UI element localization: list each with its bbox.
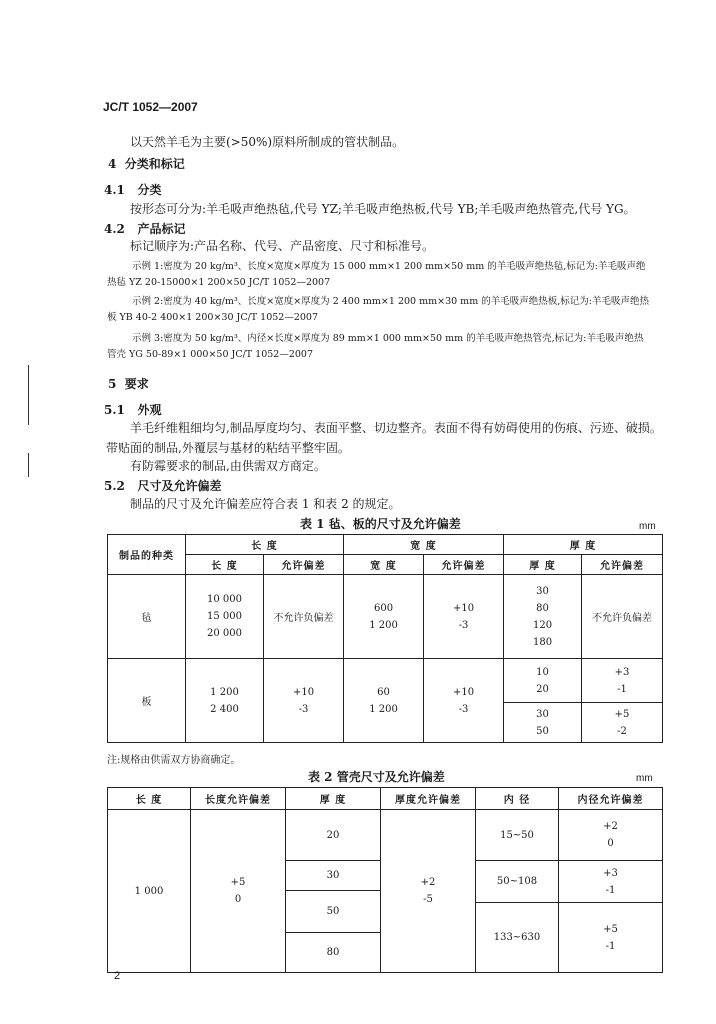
felt-width-tolerance — [424, 575, 504, 659]
header-width: 宽 度 — [344, 535, 504, 555]
cell-value: 1 200 — [369, 619, 398, 631]
header-length: 长 度 — [108, 788, 191, 810]
section-5-1-text-c: 有防霉要求的制品,由供需双方商定。 — [130, 459, 326, 473]
example-3-line-1: 示例 3:密度为 50 kg/m³、内径×长度×厚度为 89 mm×1 000 mm×50 mm 的羊毛吸声绝热管壳,标记为:羊毛吸声绝热 — [132, 333, 644, 344]
diameter-tolerance-1 — [559, 810, 663, 861]
felt-thicknesses — [504, 575, 582, 659]
section-number: 5 — [108, 377, 117, 391]
cell-value: -3 — [458, 703, 469, 715]
cell-value: -2 — [617, 725, 627, 737]
cell-value: -3 — [298, 703, 309, 715]
section-5-2-heading — [104, 477, 221, 494]
scan-margin-mark — [28, 365, 29, 425]
cell-value: 20 — [536, 683, 549, 695]
page-number: 2 — [114, 970, 121, 982]
cell-value: 15 000 — [207, 611, 242, 622]
table-2-unit: mm — [636, 773, 653, 784]
cell-value: +5 — [603, 923, 618, 935]
section-title: 分类 — [137, 183, 162, 197]
cell-value: 2 400 — [210, 703, 239, 715]
board-kind: 板 — [108, 659, 186, 743]
felt-length-tolerance: 不允许负偏差 — [264, 575, 344, 659]
section-title: 要求 — [124, 377, 149, 391]
cell-value: 120 — [532, 619, 553, 631]
table-row — [108, 659, 663, 703]
section-number: 4.1 — [104, 183, 125, 197]
standard-code-header: JC/T 1052—2007 — [103, 100, 198, 114]
felt-widths — [344, 575, 424, 659]
shell-thickness-30: 30 — [286, 861, 381, 891]
cell-value: +10 — [452, 602, 475, 614]
table-2-caption: 表 2 管壳尺寸及允许偏差 — [308, 770, 445, 784]
section-number: 4 — [108, 157, 117, 171]
header-length-tolerance: 长度允许偏差 — [191, 788, 286, 810]
section-number: 5.1 — [104, 403, 125, 417]
cell-value: +3 — [603, 867, 618, 879]
shell-thickness-tolerance — [381, 810, 476, 973]
header-thickness: 厚 度 — [504, 535, 663, 555]
cell-value: 180 — [532, 636, 553, 648]
header-length-tolerance: 允许偏差 — [264, 555, 344, 575]
table-row — [108, 810, 663, 848]
section-4-1-text: 按形态可分为:羊毛吸声绝热毡,代号 YZ;羊毛吸声绝热板,代号 YB;羊毛吸声绝热管壳,代号 YG。 — [130, 202, 636, 216]
board-widths — [344, 659, 424, 743]
cell-value: 1 200 — [210, 686, 239, 698]
table-1-unit: mm — [639, 521, 656, 532]
table-1 — [107, 534, 663, 743]
section-title: 尺寸及允许偏差 — [137, 479, 222, 493]
cell-value: +5 — [230, 877, 246, 888]
section-title: 分类和标记 — [124, 157, 185, 171]
header-thickness: 厚 度 — [286, 788, 381, 810]
cell-value: +10 — [292, 686, 315, 698]
section-5-1-heading — [104, 401, 161, 418]
scan-margin-mark — [28, 453, 29, 477]
example-1-line-1: 示例 1:密度为 20 kg/m³、长度×宽度×厚度为 15 000 mm×1 200 mm×50 mm 的羊毛吸声绝热毡,标记为:羊毛吸声绝 — [132, 261, 646, 272]
header-thickness-sub: 厚 度 — [504, 555, 582, 575]
example-1-line-2: 热毡 YZ 20-15000×1 200×50 JC/T 1052—2007 — [107, 277, 331, 288]
intro-line: 以天然羊毛为主要(>50%)原料所制成的管状制品。 — [130, 135, 405, 149]
cell-value: +10 — [452, 686, 475, 698]
felt-lengths — [186, 575, 264, 659]
board-lengths — [186, 659, 264, 743]
shell-length-tolerance — [191, 810, 286, 973]
example-2-line-1: 示例 2:密度为 40 kg/m³、长度×宽度×厚度为 2 400 mm×1 200 mm×30 mm 的羊毛吸声绝热板,标记为:羊毛吸声绝热 — [132, 296, 649, 307]
cell-value: 10 000 — [207, 594, 242, 605]
cell-value: 0 — [234, 894, 242, 905]
shell-thickness-50: 50 — [286, 891, 381, 933]
shell-thickness-80: 80 — [286, 933, 381, 973]
diameter-range-2: 50~108 — [476, 861, 559, 903]
section-5-2-text: 制品的尺寸及允许偏差应符合表 1 和表 2 的规定。 — [130, 497, 401, 511]
cell-value: -1 — [605, 884, 616, 896]
example-2-line-2: 板 YB 40-2 400×1 200×30 JC/T 1052—2007 — [107, 312, 318, 323]
section-number: 5.2 — [104, 479, 125, 493]
cell-value: -1 — [605, 940, 616, 952]
cell-value: +2 — [603, 821, 618, 832]
board-width-tolerance — [424, 659, 504, 743]
cell-value: 30 — [536, 708, 549, 720]
cell-value: -5 — [423, 894, 433, 905]
cell-value: -3 — [458, 619, 469, 631]
cell-value: 80 — [536, 602, 549, 614]
cell-value: +3 — [614, 666, 630, 678]
header-inner-diameter: 内 径 — [476, 788, 559, 810]
section-title: 外观 — [137, 403, 162, 417]
board-thickness-b-tolerance — [582, 703, 663, 743]
shell-length: 1 000 — [108, 810, 191, 973]
header-inner-diameter-tolerance: 内径允许偏差 — [559, 788, 663, 810]
example-3-line-2: 管壳 YG 50-89×1 000×50 JC/T 1052—2007 — [107, 349, 313, 360]
cell-value: 1 200 — [369, 703, 398, 715]
table-1-caption: 表 1 毡、板的尺寸及允许偏差 — [300, 517, 461, 531]
diameter-tolerance-3 — [559, 903, 663, 973]
board-thickness-b — [504, 703, 582, 743]
shell-thickness-20: 20 — [286, 810, 381, 861]
header-product-kind: 制品的种类 — [108, 535, 186, 575]
cell-value: 30 — [536, 585, 549, 597]
section-title: 产品标记 — [137, 222, 186, 236]
felt-thickness-tolerance: 不允许负偏差 — [582, 575, 663, 659]
felt-kind: 毡 — [108, 575, 186, 659]
section-5-1-text-b: 带贴面的制品,外覆层与基材的粘结平整牢固。 — [106, 441, 350, 455]
section-5-heading — [108, 375, 149, 392]
board-thickness-a-tolerance — [582, 659, 663, 703]
section-4-2-text: 标记顺序为:产品名称、代号、产品密度、尺寸和标准号。 — [130, 239, 435, 253]
cell-value: 20 000 — [207, 628, 242, 639]
cell-value: 10 — [536, 666, 549, 678]
cell-value: 50 — [536, 725, 549, 737]
header-length-sub: 长 度 — [186, 555, 264, 575]
section-4-2-heading — [104, 220, 185, 237]
cell-value: 600 — [373, 602, 394, 614]
section-4-heading — [108, 155, 185, 172]
header-thickness-tolerance: 允许偏差 — [582, 555, 663, 575]
section-5-1-text-a: 羊毛纤维粗细均匀,制品厚度均匀、表面平整、切边整齐。表面不得有妨碍使用的伤痕、污迹、破损。 — [130, 421, 662, 435]
cell-value: +5 — [614, 708, 630, 720]
section-number: 4.2 — [104, 222, 125, 236]
table-2 — [107, 787, 663, 973]
header-thickness-tolerance: 厚度允许偏差 — [381, 788, 476, 810]
cell-value: -1 — [617, 683, 627, 695]
diameter-range-3: 133~630 — [476, 903, 559, 973]
cell-value: +2 — [420, 877, 436, 888]
header-length: 长 度 — [186, 535, 344, 555]
header-width-sub: 宽 度 — [344, 555, 424, 575]
table-1-note: 注:规格由供需双方协商确定。 — [107, 755, 241, 766]
diameter-tolerance-2 — [559, 861, 663, 903]
cell-value: 60 — [377, 686, 390, 698]
table-row — [108, 575, 663, 659]
header-width-tolerance: 允许偏差 — [424, 555, 504, 575]
board-thickness-a — [504, 659, 582, 703]
section-4-1-heading — [104, 181, 161, 198]
diameter-range-1: 15~50 — [476, 810, 559, 861]
board-length-tolerance — [264, 659, 344, 743]
cell-value: 0 — [607, 838, 614, 849]
